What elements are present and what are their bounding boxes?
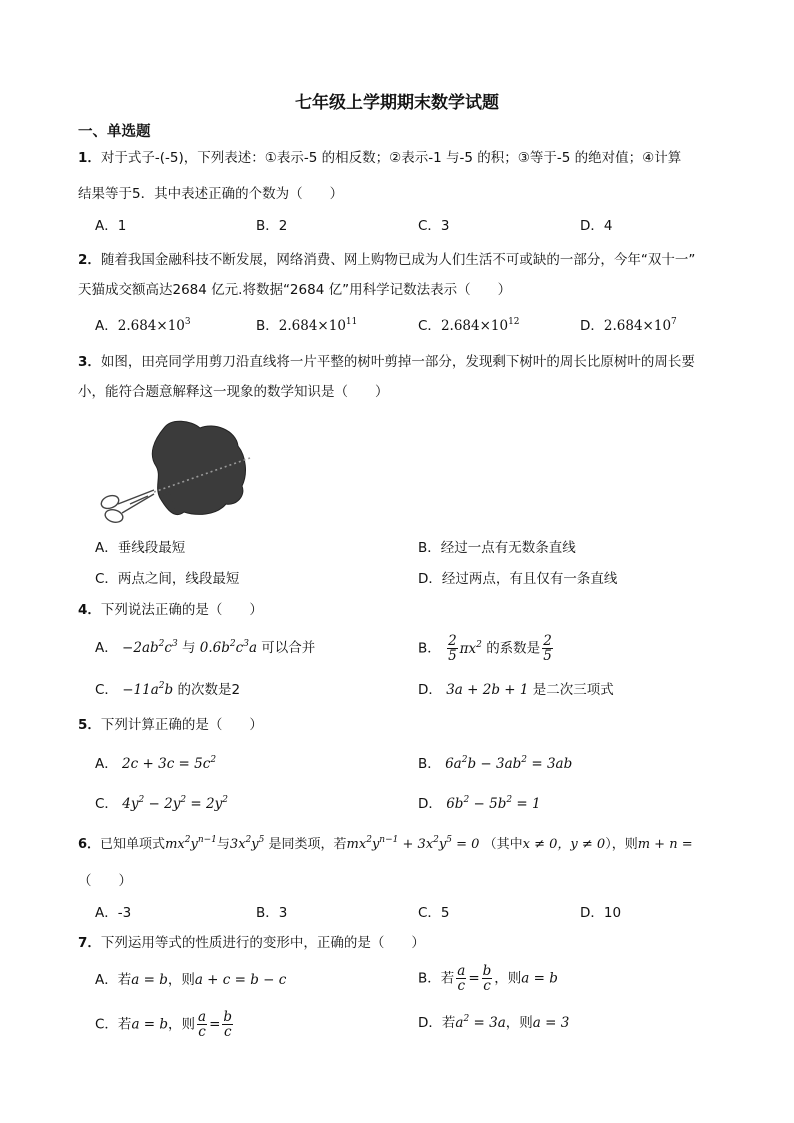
option-label: C．若 [95,1016,132,1033]
option-label: A．若 [95,972,132,988]
math-expression: = [468,970,480,987]
fraction: $\frac{b}{c}$ [223,1009,233,1040]
option-d [418,794,541,814]
question-number: 4． [78,602,101,618]
math-expression: $-2ab^2c^3$ [122,639,178,656]
option-a: A．1 [95,218,127,234]
math-expression: = [209,1016,221,1033]
fraction: $\frac{a}{c}$ [198,1009,207,1040]
question-text: 与 [216,837,230,852]
exponent: 7 [671,317,677,327]
question-2-line-1 [78,250,695,270]
question-text: 是同类项，若 [268,837,347,852]
question-3-line-2: 小，能符合题意解释这一现象的数学知识是（ ） [78,384,389,400]
question-text: 随着我国金融科技不断发展，网络消费、网上购物已成为人们生活不可或缺的一部分，今年“双十一” [100,252,696,268]
question-text: 如图，田亮同学用剪刀沿直线将一片平整的树叶剪掉一部分，发现剩下树叶的周长比原树叶的周长要 [100,354,695,370]
option-a [95,754,216,774]
option-value: 2.684×10 [440,318,509,334]
option-c [95,794,228,814]
question-6-line-2: （ ） [78,873,132,889]
question-1-line-1 [78,148,681,168]
option-d [580,316,677,336]
math-expression: a = b [131,972,168,988]
question-text: （其中 [483,837,523,852]
option-label: D．若 [418,1015,456,1031]
math-expression: a = b [131,1016,169,1033]
option-label: C． [95,682,118,698]
option-label: A． [95,318,118,334]
math-expression: 3a + 2b + 1 [446,682,529,698]
option-label: B．若 [418,970,455,987]
option-a [95,316,191,336]
math-expression: $mx^2y^{n-1}$ [165,835,217,852]
option-label: B． [418,756,441,772]
option-label: D． [418,682,442,698]
question-5-stem [78,715,263,735]
question-2-line-2: 天猫成交额高达2684 亿元.将数据“2684 亿”用科学记数法表示（ ） [78,282,512,298]
option-b: B．2 [256,218,288,234]
math-expression: $2c + 3c = 5c^2$ [122,755,217,772]
option-label: B． [418,640,441,657]
option-value: 2.684×10 [278,318,346,334]
question-text: ），则 [605,837,638,852]
question-text: 下列运用等式的性质进行的变形中，正确的是（ ） [100,935,425,951]
math-expression: $a^2 = 3a$ [455,1014,506,1031]
page-title: 七年级上学期期末数学试题 [295,93,499,113]
math-expression: a = b [521,970,558,987]
exponent: 3 [184,317,191,327]
question-number: 3． [78,354,101,370]
question-1-line-2: 结果等于5．其中表述正确的个数为（ ） [78,186,344,202]
option-b [418,964,558,993]
option-b [418,634,555,663]
option-d [418,680,614,700]
fraction: $\frac{2}{5}$ [448,633,457,664]
option-value: 2.684×10 [117,318,185,334]
option-a [95,970,286,990]
option-text: 的系数是 [486,640,541,657]
option-label: C． [95,796,118,812]
option-d [418,1013,569,1033]
question-text: 下列计算正确的是（ ） [100,717,263,733]
leaf-scissors-figure [96,416,256,531]
section-heading: 一、单选题 [78,124,151,140]
option-label: B． [256,318,279,334]
math-expression: $\pi x^2$ [459,639,482,657]
question-6-line-1 [78,835,693,855]
option-label: A． [95,756,118,772]
question-number: 5． [78,717,101,733]
option-b: B．3 [256,905,288,921]
math-expression: $-11a^2b$ [122,681,174,698]
option-d: D．10 [580,905,622,921]
math-expression: $mx^2y^{n-1} + 3x^2y^5 = 0$ [346,835,480,852]
option-label: D． [580,318,604,334]
math-expression: a = 3 [532,1015,570,1031]
option-b [418,754,572,774]
math-expression: $6b^2 - 5b^2 = 1$ [446,795,541,812]
question-number: 7． [78,935,101,951]
question-3-line-1 [78,352,695,372]
option-c: C．两点之间，线段最短 [95,571,240,587]
question-number: 6． [78,837,101,852]
option-text: 的次数是2 [177,682,241,698]
math-expression: $3x^2y^5$ [229,835,265,852]
option-a: A．-3 [95,905,132,921]
math-expression: $0.6b^2c^3a$ [199,639,257,656]
question-4-stem [78,600,263,620]
option-c [95,1010,235,1039]
option-c [418,316,520,336]
question-7-stem [78,933,425,953]
option-value: 2.684×10 [603,318,672,334]
exponent: 11 [345,317,358,327]
option-a: A．垂线段最短 [95,540,186,556]
option-text: 是二次三项式 [532,682,614,698]
option-text: ，则 [167,972,195,988]
math-expression: $4y^2 - 2y^2 = 2y^2$ [122,795,228,812]
option-text: ，则 [494,970,522,987]
fraction: $\frac{a}{c}$ [457,963,466,994]
option-b: B．经过一点有无数条直线 [418,540,576,556]
option-b [256,316,357,336]
option-text: ，则 [168,1016,196,1033]
option-a [95,638,315,658]
question-text: 对于式子-(-5)，下列表述：①表示-5 的相反数；②表示-1 与-5 的积；③等于-5 的绝对值；④计算 [100,150,682,166]
option-c: C．3 [418,218,450,234]
option-label: C． [418,318,441,334]
fraction: $\frac{2}{5}$ [543,633,552,664]
math-expression: x ≠ 0，y ≠ 0 [522,837,606,852]
option-label: D． [418,796,442,812]
option-text: 与 [181,640,196,656]
fraction: $\frac{b}{c}$ [482,963,492,994]
option-d: D．4 [580,218,613,234]
exponent: 12 [508,317,520,327]
question-number: 2． [78,252,101,268]
option-d: D．经过两点，有且仅有一条直线 [418,571,618,587]
question-text: 下列说法正确的是（ ） [100,602,263,618]
option-label: A． [95,640,118,656]
math-expression: a + c = b − c [194,972,287,988]
math-expression: $6a^2b - 3ab^2 = 3ab$ [445,755,573,772]
option-text: 可以合并 [261,640,316,656]
scissors-icon [99,490,154,524]
option-c: C．5 [418,905,450,921]
math-expression: m + n = [637,837,693,852]
option-text: ，则 [505,1015,533,1031]
option-c [95,680,240,700]
question-number: 1． [78,150,101,166]
question-text: 已知单项式 [100,837,166,852]
